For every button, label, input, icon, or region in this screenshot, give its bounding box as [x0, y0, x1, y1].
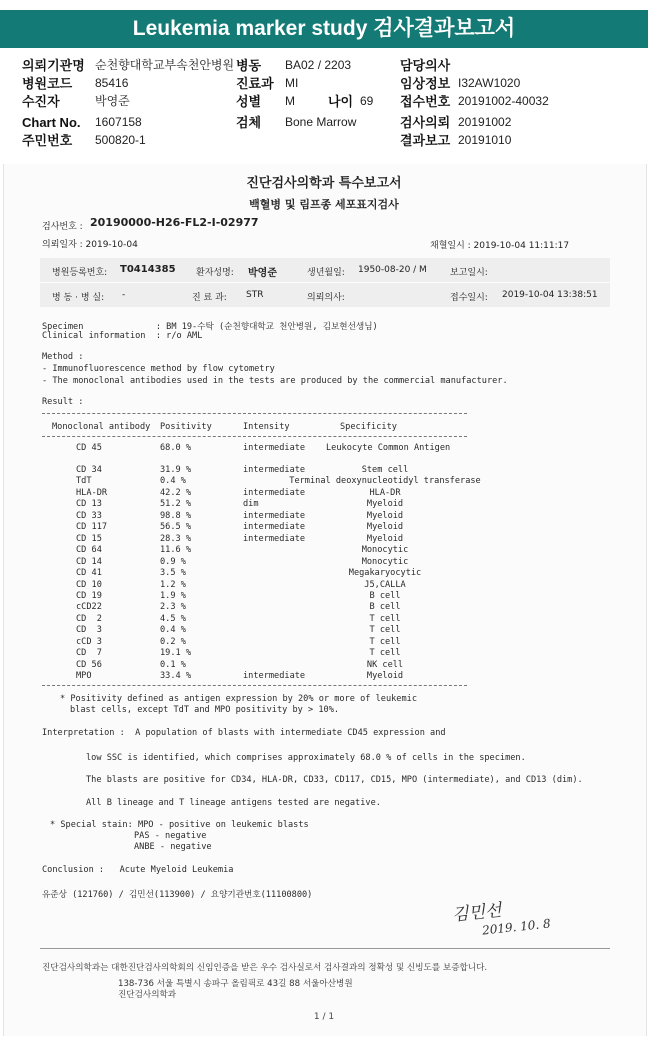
row-positivity: 19.1 %: [160, 648, 192, 659]
hospital-code-value: 85416: [95, 76, 129, 90]
exam-no: 20190000-H26-FL2-I-02977: [90, 216, 259, 229]
certification-text: 진단검사의학과는 대한진단검사의학회의 신임인증을 받은 우수 검사실로서 검사결과의 정확성 및 신빙도를 보증합니다.: [42, 963, 488, 973]
method-heading: Method :: [42, 352, 84, 362]
row-specificity: Megakaryocytic: [348, 568, 422, 579]
result-heading: Result :: [42, 397, 84, 407]
row-specificity: T cell: [369, 625, 401, 636]
row-positivity: 56.5 %: [160, 522, 192, 533]
row-specificity: Monocytic: [361, 545, 409, 556]
specimen-label: 검체: [236, 115, 262, 130]
handwritten-date: 2019. 10. 8: [481, 916, 552, 938]
ward-room-label: 병 동 · 병 실:: [52, 293, 105, 303]
special-stain-3: ANBE - negative: [134, 842, 212, 852]
row-specificity: T cell: [369, 613, 401, 624]
special-stain-1: * Special stain: MPO - positive on leukemic blasts: [50, 820, 309, 830]
row-specificity: NK cell: [366, 659, 404, 670]
row-intensity: intermediate: [243, 533, 306, 544]
row-antibody: TdT: [76, 476, 92, 487]
table-bottom-rule: [42, 685, 467, 686]
row-specificity: Monocytic: [361, 556, 409, 567]
row-antibody: CD 45: [76, 443, 102, 453]
request-date-label: 검사의뢰: [400, 115, 451, 130]
request-date-value: 20191002: [458, 115, 512, 129]
clinical-info-value: I32AW1020: [458, 76, 521, 90]
row-specificity: Myeloid: [366, 522, 404, 533]
method-line-2: - The monoclonal antibodies used in the tests are produced by the commercial manufacturer.: [42, 376, 508, 386]
row-positivity: 31.9 %: [160, 465, 192, 475]
dept-label: 진료과: [236, 76, 274, 91]
row-antibody: CD 10: [76, 579, 102, 590]
collect-date: 채혈일시 : 2019-10-04 11:11:17: [430, 241, 570, 251]
hospital-label: 의뢰기관명: [22, 58, 85, 73]
row-antibody: CD 7: [76, 648, 102, 659]
row-specificity: Myeloid: [366, 671, 404, 682]
footnote-1: * Positivity defined as antigen expression by 20% or more of leukemic: [60, 694, 417, 704]
hospital-value: 순천향대학교부속천안병원: [95, 58, 235, 72]
row-antibody: CD 2: [76, 613, 102, 624]
reg-no: T0414385: [120, 264, 176, 275]
dept-value: MI: [285, 76, 299, 90]
row-specificity: Terminal deoxynucleotidyl transferase: [289, 476, 481, 487]
row-specificity: B cell: [369, 602, 401, 613]
row-positivity: 1.9 %: [160, 590, 186, 601]
ward-value: BA02 / 2203: [285, 58, 352, 72]
row-antibody: CD 15: [76, 533, 102, 544]
sex-value: M: [285, 94, 295, 108]
col-intensity: Intensity: [243, 422, 290, 432]
report-dept-value: STR: [246, 290, 264, 300]
row-intensity: intermediate: [243, 443, 306, 453]
row-specificity: Myeloid: [366, 533, 404, 544]
row-positivity: 4.5 %: [160, 613, 186, 624]
handwritten-signature: 김민선: [451, 900, 503, 926]
patient-label: 수진자: [22, 94, 60, 109]
row-positivity: 51.2 %: [160, 499, 192, 510]
patient-value: 박영준: [95, 94, 130, 108]
table-header-rule: [42, 436, 467, 437]
report-title: 진단검사의학과 특수보고서: [246, 176, 402, 191]
row-specificity: J5,CALLA: [364, 579, 406, 590]
receipt-label: 접수일시:: [450, 293, 488, 303]
row-specificity: B cell: [369, 590, 401, 601]
row-intensity: intermediate: [243, 671, 306, 682]
row-positivity: 28.3 %: [160, 533, 192, 544]
row-intensity: intermediate: [243, 522, 306, 533]
row-specificity: Myeloid: [366, 510, 404, 521]
result-date-value: 20191010: [458, 133, 512, 147]
report-subtitle: 백혈병 및 림프종 세포표지검사: [249, 198, 399, 211]
row-antibody: CD 19: [76, 590, 102, 601]
dob-value: 1950-08-20 / M: [358, 265, 427, 275]
row-intensity: intermediate: [243, 510, 306, 521]
doctor-label: 담당의사: [400, 58, 451, 73]
reg-no-label: 병원등록번호:: [52, 268, 108, 278]
row-positivity: 11.6 %: [160, 545, 192, 556]
col-antibody: Monoclonal antibody: [52, 422, 151, 432]
row-specificity: T cell: [369, 636, 401, 647]
row-antibody: HLA-DR: [76, 487, 108, 498]
specimen-value: Bone Marrow: [285, 115, 357, 129]
conclusion: Conclusion : Acute Myeloid Leukemia: [42, 865, 234, 875]
row-antibody: CD 41: [76, 568, 102, 579]
table-top-rule: [42, 413, 467, 414]
row-positivity: 0.4 %: [160, 625, 186, 636]
row-positivity: 33.4 %: [160, 671, 192, 682]
page-number: 1 / 1: [313, 1012, 335, 1022]
row-positivity: 98.8 %: [160, 510, 192, 521]
method-line-1: - Immunofluorescence method by flow cytometry: [42, 364, 275, 374]
age-label: 나이: [328, 94, 354, 109]
row-antibody: CD 13: [76, 499, 102, 510]
row-intensity: intermediate: [243, 465, 306, 475]
report-date-label: 보고일시:: [450, 268, 488, 278]
col-specificity: Specificity: [340, 422, 397, 432]
report-dept-label: 진 료 과:: [192, 293, 227, 303]
specimen-line: Specimen : BM 19-수탁 (순천향대학교 천안병원, 김보현선생님): [42, 322, 378, 332]
hospital-code-label: 병원코드: [22, 76, 73, 91]
row-positivity: 0.4 %: [160, 476, 186, 487]
row-antibody: CD 117: [76, 522, 108, 533]
lab-department: 진단검사의학과: [118, 990, 177, 1000]
row-intensity: dim: [243, 499, 259, 510]
row-positivity: 42.2 %: [160, 487, 192, 498]
chart-no-value: 1607158: [95, 115, 142, 129]
clinical-line: Clinical information : r/o AML: [42, 331, 203, 341]
row-positivity: 3.5 %: [160, 568, 186, 579]
row-positivity: 68.0 %: [160, 443, 192, 453]
row-antibody: CD 64: [76, 545, 102, 556]
interpretation-1: Interpretation : A population of blasts with intermediate CD45 expression and: [42, 728, 446, 738]
row-antibody: CD 56: [76, 659, 102, 670]
interpretation-3: The blasts are positive for CD34, HLA-DR, CD33, CD117, CD15, MPO (intermediate), and CD13 (dim).: [86, 775, 583, 785]
row-specificity: Myeloid: [366, 499, 404, 510]
row-positivity: 1.2 %: [160, 579, 186, 590]
row-antibody: CD 34: [76, 465, 102, 475]
report-banner: Leukemia marker study 검사결과보고서: [0, 10, 648, 48]
signers: 유준상 (121760) / 김민선(113900) / 요양기관번호(11100800): [42, 890, 313, 900]
receipt-value: 2019-10-04 13:38:51: [502, 290, 598, 300]
footer-rule: [40, 948, 610, 949]
request-date: 의뢰일자 : 2019-10-04: [42, 240, 138, 250]
row-positivity: 0.2 %: [160, 636, 186, 647]
row-positivity: 2.3 %: [160, 602, 186, 613]
resident-no-value: 500820-1: [95, 133, 146, 147]
receipt-no-value: 20191002-40032: [458, 94, 549, 108]
row-antibody: MPO: [76, 671, 92, 682]
row-antibody: CD 3: [76, 625, 102, 636]
sex-label: 성별: [236, 94, 262, 109]
special-stain-2: PAS - negative: [134, 831, 207, 841]
age-value: 69: [360, 94, 374, 108]
address: 138-736 서울 특별시 송파구 올림픽로 43길 88 서울아산병원: [118, 979, 353, 989]
resident-no-label: 주민번호: [22, 133, 73, 148]
row-specificity: Stem cell: [361, 465, 409, 475]
exam-no-label: 검사번호 :: [42, 222, 83, 232]
row-antibody: CD 33: [76, 510, 102, 521]
patient-name-label: 환자성명:: [196, 268, 234, 278]
row-intensity: intermediate: [243, 487, 306, 498]
requesting-doctor-label: 의뢰의사:: [307, 293, 345, 303]
row-positivity: 0.9 %: [160, 556, 186, 567]
clinical-info-label: 임상정보: [400, 76, 451, 91]
row-antibody: cCD22: [76, 602, 102, 613]
footnote-2: blast cells, except TdT and MPO positivity by > 10%.: [70, 705, 340, 715]
col-positivity: Positivity: [160, 422, 212, 432]
patient-name: 박영준: [248, 268, 277, 279]
receipt-no-label: 접수번호: [400, 94, 451, 109]
row-specificity: Leukocyte Common Antigen: [326, 443, 451, 453]
dob-label: 생년월일:: [307, 268, 345, 278]
chart-no-label: Chart No.: [22, 115, 81, 130]
row-antibody: CD 14: [76, 556, 102, 567]
interpretation-2: low SSC is identified, which comprises approximately 68.0 % of cells in the specimen.: [86, 753, 526, 763]
row-specificity: T cell: [369, 648, 401, 659]
ward-room-value: -: [122, 290, 126, 300]
row-specificity: HLA-DR: [369, 487, 401, 498]
interpretation-4: All B lineage and T lineage antigens tested are negative.: [86, 798, 381, 808]
row-positivity: 0.1 %: [160, 659, 186, 670]
result-date-label: 결과보고: [400, 133, 451, 148]
row-antibody: cCD 3: [76, 636, 102, 647]
ward-label: 병동: [236, 58, 262, 73]
